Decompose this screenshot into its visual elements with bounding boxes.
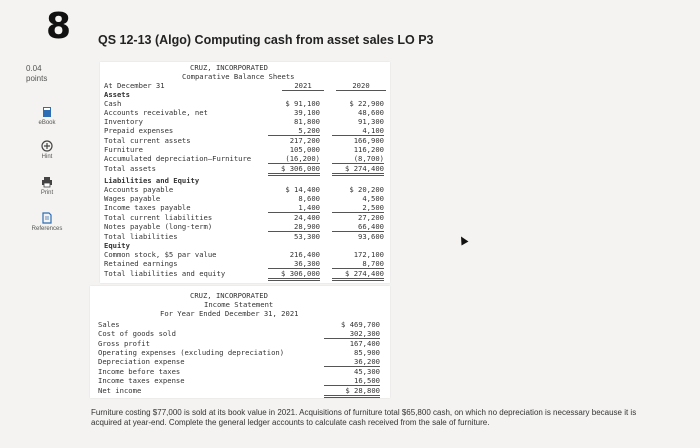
- bs-row-label: Inventory: [104, 117, 143, 126]
- bs-row-label: Total liabilities: [104, 232, 178, 241]
- bs-row-2021: 36,300: [268, 259, 320, 269]
- hint-icon: [41, 140, 53, 152]
- is-row-value: $ 28,800: [324, 386, 380, 398]
- problem-description: Furniture costing $77,000 is sold at its book value in 2021. Acquisitions of furniture total $65,800 cash, on which no depreciation is necessary because it is acquired at year-end. Complete the general ledger accounts to calculate cash received from the sale of furniture.: [91, 408, 637, 427]
- hint-button[interactable]: [22, 140, 72, 160]
- bs-row-2020: 91,300: [358, 117, 384, 126]
- bs-row-2020: 4,500: [362, 194, 384, 203]
- bs-header: At December 31: [104, 81, 165, 90]
- bs-row-2021: $ 306,000: [268, 164, 320, 176]
- bs-row-2020: 4,100: [332, 126, 384, 136]
- points-value: 0.04: [26, 64, 42, 73]
- bs-row-2020: $ 274,400: [332, 164, 384, 176]
- bs-row-label: Total current assets: [104, 136, 191, 145]
- bs-row-2020: 48,600: [358, 108, 384, 117]
- bs-row-2020: 27,200: [358, 213, 384, 222]
- bs-row-2021: 216,400: [289, 250, 320, 259]
- points-display: [26, 64, 47, 84]
- bs-row-2020: 166,900: [353, 136, 384, 145]
- is-row-label: Sales: [98, 320, 120, 329]
- bs-row-label: Total assets: [104, 164, 156, 173]
- bs-row-2021: 217,200: [289, 136, 320, 145]
- bs-row-2020: $ 274,400: [332, 269, 384, 281]
- bs-row-2020: $ 20,200: [349, 185, 384, 194]
- is-title: Income Statement: [204, 300, 274, 309]
- bs-row-label: Accumulated depreciation—Furniture: [104, 154, 252, 163]
- is-row-value: $ 469,700: [341, 320, 380, 329]
- bs-row-2020: 93,600: [358, 232, 384, 241]
- is-company: CRUZ, INCORPORATED: [190, 291, 268, 300]
- bs-row-2021: 8,600: [298, 194, 320, 203]
- print-button[interactable]: [22, 176, 72, 196]
- bs-row-2021: 5,200: [268, 126, 320, 136]
- is-row-value: 45,300: [354, 367, 380, 376]
- bs-row-2021: 1,400: [268, 203, 320, 213]
- bs-row-2021: 105,000: [289, 145, 320, 154]
- is-row-value: 16,500: [324, 376, 380, 386]
- bs-row-2021: 28,900: [268, 222, 320, 232]
- bs-row-2021: $ 306,000: [268, 269, 320, 281]
- bs-row-label: Prepaid expenses: [104, 126, 174, 135]
- is-row-value: 167,400: [349, 339, 380, 348]
- bs-row-2021: 24,400: [294, 213, 320, 222]
- question-number: 8: [46, 6, 72, 47]
- bs-row-2020: 66,400: [332, 222, 384, 232]
- bs-row-label: Total liabilities and equity: [104, 269, 226, 278]
- bs-row-2020: 8,700: [332, 259, 384, 269]
- bs-row-2020: 172,100: [353, 250, 384, 259]
- bs-equity-heading: Equity: [104, 241, 130, 250]
- bs-row-label: Accounts receivable, net: [104, 108, 208, 117]
- print-icon: [41, 176, 53, 188]
- bs-col-2020: 2020: [336, 81, 386, 91]
- bs-row-label: Common stock, $5 par value: [104, 250, 217, 259]
- bs-title: Comparative Balance Sheets: [182, 72, 295, 81]
- question-title: QS 12-13 (Algo) Computing cash from asset sales LO P3: [98, 33, 434, 47]
- references-label: References: [31, 226, 63, 232]
- is-row-value: 36,200: [324, 357, 380, 367]
- is-row-label: Income before taxes: [98, 367, 181, 376]
- is-row-label: Cost of goods sold: [98, 329, 176, 338]
- bs-row-label: Furniture: [104, 145, 143, 154]
- bs-row-label: Notes payable (long-term): [104, 222, 213, 231]
- is-row-label: Income taxes expense: [98, 376, 185, 385]
- is-period: For Year Ended December 31, 2021: [160, 309, 299, 318]
- bs-row-label: Accounts payable: [104, 185, 174, 194]
- bs-row-2021: 53,300: [294, 232, 320, 241]
- balance-sheet: [100, 62, 390, 283]
- income-statement: [90, 286, 390, 398]
- is-row-label: Net income: [98, 386, 142, 395]
- bs-row-label: Income taxes payable: [104, 203, 191, 212]
- bs-row-2021: (16,200): [268, 154, 320, 164]
- ebook-label: eBook: [38, 120, 56, 126]
- bs-row-2021: 39,100: [294, 108, 320, 117]
- bs-row-2020: (8,700): [332, 154, 384, 164]
- bs-row-2021: $ 14,400: [285, 185, 320, 194]
- references-button[interactable]: [22, 212, 72, 232]
- bs-company: CRUZ, INCORPORATED: [190, 63, 268, 72]
- mouse-cursor-icon: [458, 235, 469, 246]
- bs-row-2021: $ 91,100: [285, 99, 320, 108]
- references-icon: [41, 212, 53, 224]
- is-row-label: Depreciation expense: [98, 357, 185, 366]
- bs-row-2020: $ 22,900: [349, 99, 384, 108]
- bs-row-2020: 116,200: [353, 145, 384, 154]
- bs-row-label: Total current liabilities: [104, 213, 213, 222]
- is-row-value: 302,300: [324, 329, 380, 339]
- bs-row-label: Retained earnings: [104, 259, 178, 268]
- points-label: points: [26, 74, 48, 83]
- bs-row-2021: 81,800: [294, 117, 320, 126]
- print-label: Print: [40, 190, 54, 196]
- bs-row-label: Cash: [104, 99, 122, 108]
- hint-label: Hint: [41, 154, 53, 160]
- bs-row-2020: 2,500: [332, 203, 384, 213]
- ebook-button[interactable]: [22, 106, 72, 126]
- bs-col-2021: 2021: [282, 81, 324, 91]
- is-row-label: Gross profit: [98, 339, 150, 348]
- book-icon: [41, 106, 53, 118]
- is-row-label: Operating expenses (excluding depreciation): [98, 348, 285, 357]
- is-row-value: 85,900: [354, 348, 380, 357]
- bs-assets-heading: Assets: [104, 90, 130, 99]
- bs-row-label: Wages payable: [104, 194, 161, 203]
- bs-liab-heading: Liabilities and Equity: [104, 176, 200, 185]
